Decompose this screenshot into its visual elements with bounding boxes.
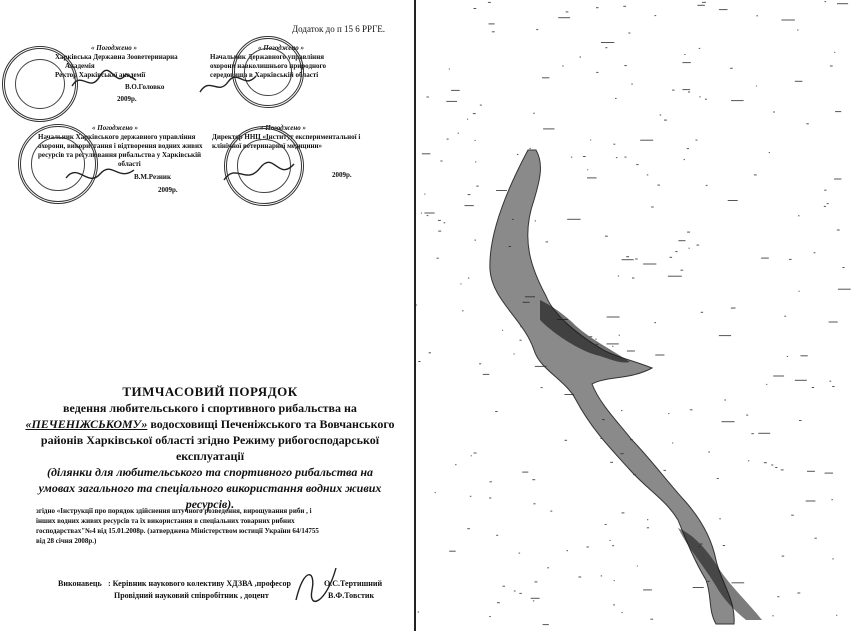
approval-line: Начальник Харківського державного управління [38, 133, 196, 141]
approval-header: « Погоджено » [258, 44, 304, 52]
speckle-dot [697, 5, 705, 6]
speckle-dot [427, 97, 429, 98]
speckle-dot [632, 278, 634, 279]
speckle-dot [626, 256, 629, 257]
approval-line: ресурсів та регулювання рибальства у Харківській [38, 151, 202, 159]
title-italic-2: умовах загального та спеціального використання водних живих [38, 481, 382, 495]
speckle-dot [616, 157, 618, 158]
speckle-dot [583, 156, 586, 157]
speckle-dot [708, 452, 710, 453]
speckle-dot [496, 190, 507, 191]
speckle-dot [799, 291, 800, 292]
speckle-dot [587, 169, 588, 170]
reservoir-name: «ПЕЧЕНІЖСЬКОМУ» [25, 417, 148, 431]
official-seal-1 [2, 46, 78, 122]
approval-line: області [118, 160, 141, 168]
speckle-dot [541, 387, 543, 388]
annex-label: Додаток до п 15 6 РРГЕ. [292, 24, 386, 34]
speckle-dot [612, 346, 613, 347]
approval-line: Ректор Харківської академії [55, 71, 146, 79]
speckle-dot [418, 612, 420, 613]
speckle-dot [488, 2, 491, 3]
speckle-dot [610, 540, 611, 541]
speckle-dot [668, 413, 669, 414]
speckle-dot [619, 335, 620, 336]
speckle-dot [618, 276, 619, 277]
speckle-dot [837, 230, 840, 231]
speckle-dot [636, 164, 638, 165]
speckle-dot [650, 619, 653, 620]
speckle-dot [635, 259, 638, 260]
signature-1 [70, 66, 140, 96]
speckle-dot [682, 62, 690, 63]
speckle-dot [795, 81, 803, 82]
speckle-dot [607, 317, 620, 318]
speckle-dot [684, 159, 685, 160]
speckle-dot [675, 251, 677, 252]
speckle-dot [756, 85, 757, 86]
approval-line: середовища в Харківській області [210, 71, 319, 79]
speckle-dot [751, 433, 754, 434]
legal-basis [36, 506, 396, 546]
speckle-dot [806, 501, 816, 502]
approval-header: « Погоджено » [260, 124, 306, 132]
speckle-dot [660, 115, 662, 116]
speckle-dot [502, 330, 503, 331]
speckle-dot [706, 185, 708, 186]
speckle-dot [590, 140, 591, 141]
speckle-dot [483, 374, 490, 375]
speckle-dot [687, 232, 690, 233]
executors-roles [108, 578, 291, 602]
speckle-dot [476, 186, 478, 187]
speckle-dot [773, 376, 784, 377]
speckle-dot [701, 312, 703, 313]
speckle-dot [416, 305, 417, 306]
speckle-dot [842, 267, 844, 268]
speckle-dot [719, 518, 721, 519]
speckle-dot [514, 354, 515, 355]
speckle-dot [733, 308, 736, 309]
speckle-dot [815, 538, 817, 539]
speckle-dot [462, 310, 463, 311]
speckle-dot [438, 231, 441, 232]
speckle-dot [522, 472, 528, 473]
approval-line: Харківська Державна Зооветеринарна [55, 53, 178, 61]
speckle-dot [769, 152, 770, 153]
speckle-dot [775, 467, 777, 468]
speckle-dot [806, 123, 809, 124]
speckle-dot [596, 72, 598, 73]
speckle-dot [789, 259, 792, 260]
speckle-dot [547, 567, 549, 568]
speckle-dot [562, 66, 563, 67]
speckle-dot [519, 553, 521, 554]
speckle-dot [647, 519, 648, 520]
speckle-dot [566, 11, 569, 12]
executor-name-1: О.С.Тертишний [324, 579, 383, 588]
title-line-4: експлуатації [175, 449, 245, 463]
speckle-dot [730, 68, 733, 69]
speckle-dot [622, 259, 634, 260]
speckle-dot [754, 174, 757, 175]
signature-2 [196, 70, 266, 100]
speckle-dot [746, 415, 748, 416]
speckle-dot [558, 17, 570, 18]
speckle-dot [475, 240, 477, 241]
speckle-dot [535, 581, 538, 582]
speckle-dot [489, 498, 491, 499]
speckle-dot [489, 616, 491, 617]
speckle-dot [836, 615, 837, 616]
speckle-dot [684, 54, 685, 55]
title-line-3: районів Харківської області згідно Режиму рибогосподарської [40, 433, 380, 447]
speckle-dot [421, 213, 422, 214]
speckle-dot [605, 524, 607, 525]
speckle-dot [825, 473, 834, 474]
speckle-dot [613, 144, 615, 145]
speckle-dot [475, 161, 476, 162]
speckle-dot [467, 528, 470, 529]
speckle-dot [688, 92, 690, 93]
speckle-dot [801, 355, 808, 356]
speckle-dot [625, 157, 627, 158]
speckle-dot [532, 479, 535, 480]
speckle-dot [543, 624, 549, 625]
speckle-dot [781, 469, 784, 470]
approval-line: Директор ННЦ «Інститут експериментальної і [212, 133, 361, 141]
speckle-dot [825, 1, 827, 2]
speckle-dot [474, 8, 477, 9]
speckle-dot [784, 316, 786, 317]
executors-names [324, 578, 382, 602]
speckle-dot [533, 503, 535, 504]
executor-name-2: В.Ф.Товстик [328, 591, 375, 600]
speckle-dot [470, 496, 472, 497]
speckle-dot [643, 589, 652, 590]
speckle-dot [690, 409, 693, 410]
speckle-dot [728, 200, 738, 201]
speckle-dot [533, 113, 535, 114]
speckle-dot [435, 492, 436, 493]
approval-header: « Погоджено » [92, 124, 138, 132]
speckle-dot [637, 566, 638, 567]
speckle-dot [830, 381, 832, 382]
basis-line: від 28 січня 2008р.) [36, 537, 97, 545]
speckle-dot [773, 112, 775, 113]
speckle-dot [651, 207, 654, 208]
speckle-dot [655, 355, 664, 356]
speckle-dot [748, 460, 749, 461]
approval-date: 2009р. [117, 95, 137, 103]
speckle-dot [834, 52, 835, 53]
basis-line: згідно «Інструкції про порядок здійснення штучного розведення, вирощування риби , і [36, 507, 312, 515]
speckle-dot [824, 206, 826, 207]
executor-role-1: : Керівник наукового колективу ХДЗВА ,професор [108, 579, 291, 588]
speckle-dot [814, 252, 816, 253]
executor-role-2: Провідний науковий співробітник , доцент [114, 591, 269, 600]
speckle-dot [490, 481, 492, 482]
speckle-dot [468, 278, 469, 279]
speckle-dot [795, 380, 807, 381]
speckle-dot [437, 258, 439, 259]
speckle-dot [519, 593, 521, 594]
speckle-dot [719, 9, 728, 10]
speckle-dot [607, 343, 619, 344]
speckle-dot [831, 499, 833, 500]
speckle-dot [530, 148, 531, 149]
speckle-dot [693, 587, 704, 588]
speckle-dot [587, 547, 589, 548]
speckle-dot [473, 113, 476, 114]
executors-label: Виконавець [58, 579, 102, 588]
speckle-dot [578, 577, 581, 578]
speckle-dot [567, 550, 569, 551]
speckle-dot [474, 453, 477, 454]
speckle-dot [497, 602, 500, 603]
speckle-dot [797, 30, 798, 31]
speckle-dot [647, 527, 649, 528]
speckle-dot [824, 190, 826, 191]
basis-line: інших водних живих ресурсів та їх використання в спеціальних товарних рибних [36, 517, 295, 525]
speckle-dot [449, 69, 450, 70]
speckle-dot [605, 236, 608, 237]
speckle-dot [832, 386, 834, 387]
speckle-dot [546, 241, 548, 242]
speckle-dot [628, 33, 630, 34]
speckle-dot [427, 215, 429, 216]
speckle-dot [571, 157, 572, 158]
speckle-dot [496, 535, 498, 536]
speckle-dot [655, 15, 657, 16]
speckle-dot [424, 194, 425, 195]
speckle-dot [424, 213, 434, 214]
speckle-dot [550, 511, 552, 512]
speckle-dot [668, 276, 682, 277]
title-line-2: «ПЕЧЕНІЖСЬКОМУ» водосховищі Печеніжського та Вовчанського [25, 417, 395, 431]
speckle-dot [696, 140, 698, 141]
speckle-dot [614, 580, 615, 581]
speckle-dot [514, 591, 516, 592]
speckle-dot [697, 245, 700, 246]
speckle-dot [699, 96, 700, 97]
speckle-dot [678, 240, 685, 241]
document-title [20, 384, 400, 512]
speckle-dot [444, 222, 446, 223]
speckle-dot [595, 339, 596, 340]
speckle-dot [447, 139, 449, 140]
speckle-dot [475, 140, 476, 141]
speckle-dot [613, 604, 615, 605]
speckle-dot [460, 283, 461, 284]
speckle-dot [837, 3, 848, 4]
signature-3 [64, 160, 144, 190]
speckle-dot [723, 545, 725, 546]
speckle-dot [623, 6, 626, 7]
approval-line: охорони, використання і відтворення водних живих [38, 142, 203, 150]
speckle-dot [777, 596, 779, 597]
speckle-dot [622, 512, 625, 513]
speckle-dot [702, 2, 704, 3]
speckle-dot [643, 264, 656, 265]
speckle-dot [580, 57, 582, 58]
speckle-dot [601, 42, 614, 43]
speckle-dot [722, 421, 735, 422]
approval-date: 2009р. [158, 186, 178, 194]
speckle-dot [605, 47, 607, 48]
speckle-dot [705, 99, 707, 100]
speckle-dot [672, 443, 673, 444]
title-line-1: ведення любительського і спортивного рибальства на [63, 401, 357, 415]
speckle-dot [838, 289, 851, 290]
speckle-dot [689, 248, 690, 249]
title-heading: ТИМЧАСОВИЙ ПОРЯДОК [122, 384, 298, 399]
title-italic-1: (ділянки для любительського та спортивного рибальства на [46, 465, 373, 479]
speckle-dot [835, 111, 841, 112]
speckle-dot [627, 351, 635, 352]
speckle-dot [542, 77, 549, 78]
speckle-dot [535, 220, 536, 221]
speckle-dot [536, 29, 538, 30]
speckle-dot [782, 556, 785, 557]
speckle-dot [756, 15, 758, 16]
speckle-dot [467, 119, 468, 120]
speckle-dot [832, 558, 833, 559]
speckle-dot [446, 101, 457, 102]
speckle-dot [621, 410, 622, 411]
speckle-dot [647, 174, 649, 175]
speckle-dot [596, 7, 599, 8]
approval-line: Академія [65, 62, 95, 70]
speckle-dot [731, 100, 744, 101]
map-speckle [416, 1, 851, 625]
speckle-dot [418, 361, 420, 362]
speckle-dot [567, 219, 580, 220]
speckle-dot [468, 194, 471, 195]
approval-line: охорони навколишнього природного [210, 62, 327, 70]
speckle-dot [787, 356, 788, 357]
speckle-dot [587, 177, 597, 178]
speckle-dot [440, 161, 442, 162]
speckle-dot [830, 66, 833, 67]
speckle-dot [531, 598, 540, 599]
speckle-dot [724, 400, 726, 401]
speckle-dot [699, 48, 701, 49]
speckle-dot [495, 411, 498, 412]
speckle-dot [612, 545, 614, 546]
speckle-dot [438, 220, 441, 221]
speckle-dot [717, 478, 719, 479]
approval-line: клінічної ветеринарної медицини» [212, 142, 323, 150]
speckle-dot [657, 185, 660, 186]
speckle-dot [732, 582, 745, 583]
approval-name: В.М.Резник [134, 173, 171, 181]
speckle-dot [451, 90, 460, 91]
speckle-dot [455, 464, 456, 465]
speckle-dot [682, 89, 690, 90]
speckle-dot [449, 551, 456, 552]
speckle-dot [829, 322, 838, 323]
speckle-dot [601, 575, 602, 576]
speckle-dot [799, 420, 802, 421]
speckle-dot [798, 215, 800, 216]
speckle-dot [422, 153, 431, 154]
speckle-dot [758, 433, 770, 434]
speckle-dot [766, 384, 767, 385]
speckle-dot [503, 586, 506, 587]
approval-date: 2009р. [332, 171, 352, 179]
speckle-dot [610, 462, 613, 463]
approval-header: « Погоджено » [91, 44, 137, 52]
approval-name: В.О.Головко [125, 83, 165, 91]
speckle-dot [622, 612, 623, 613]
speckle-dot [520, 340, 522, 341]
speckle-dot [615, 98, 617, 99]
speckle-dot [781, 20, 795, 21]
speckle-dot [631, 84, 633, 85]
speckle-dot [797, 593, 800, 594]
speckle-dot [565, 440, 568, 441]
speckle-dot [492, 31, 495, 32]
speckle-dot [681, 270, 684, 271]
speckle-dot [771, 465, 773, 466]
speckle-dot [664, 470, 666, 471]
speckle-dot [812, 387, 814, 388]
speckle-dot [458, 133, 459, 134]
speckle-dot [465, 205, 474, 206]
speckle-dot [687, 148, 689, 149]
signature-4 [220, 156, 300, 190]
speckle-dot [664, 120, 667, 121]
speckle-dot [480, 105, 482, 106]
speckle-dot [827, 203, 829, 204]
speckle-dot [764, 462, 767, 463]
speckle-dot [791, 515, 794, 516]
speckle-dot [471, 455, 472, 456]
basis-line: господарствах"№4 від 15.01.2008р. (затверджена Міністерством юстиції України 64/14755 [36, 527, 319, 535]
speckle-dot [654, 322, 656, 323]
title-italic-3: ресурсів). [185, 497, 235, 511]
speckle-dot [719, 335, 731, 336]
speckle-dot [640, 140, 653, 141]
speckle-dot [533, 600, 534, 601]
speckle-dot [517, 154, 519, 155]
speckle-dot [704, 2, 706, 3]
speckle-dot [672, 90, 674, 91]
reservoir-map [416, 0, 852, 631]
speckle-dot [834, 179, 841, 180]
speckle-dot [670, 257, 673, 258]
speckle-dot [624, 65, 627, 66]
speckle-dot [807, 471, 815, 472]
approval-line: Начальник Державного управління [210, 53, 325, 61]
speckle-dot [479, 363, 481, 364]
speckle-dot [543, 128, 554, 129]
speckle-dot [489, 23, 495, 24]
speckle-dot [429, 352, 431, 353]
speckle-dot [761, 258, 769, 259]
speckle-dot [772, 615, 773, 616]
